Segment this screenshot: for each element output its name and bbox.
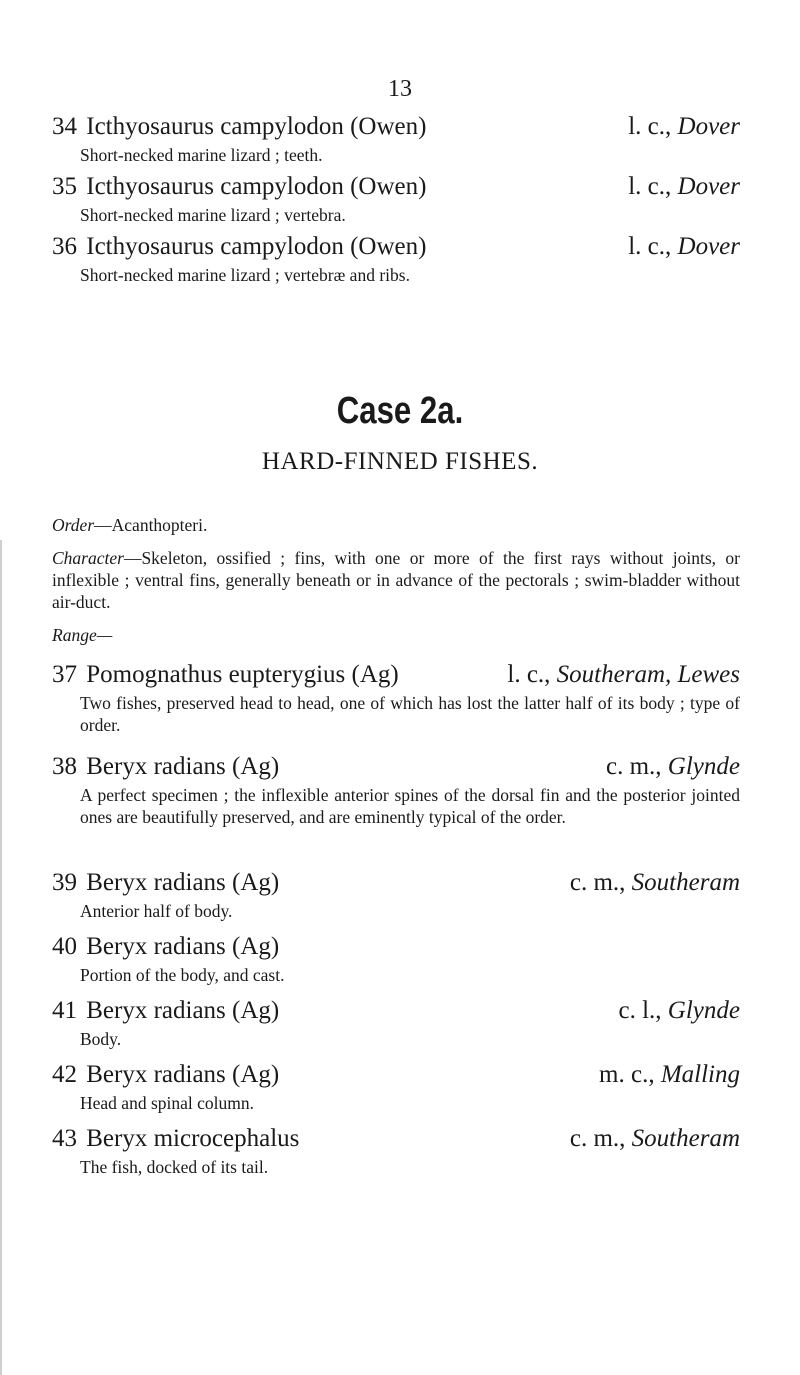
entry-description: Head and spinal column. [80, 1093, 254, 1113]
entry-number: 39 [52, 869, 77, 896]
entry-name: Icthyosaurus campylodon (Owen) [86, 173, 427, 200]
entry-description: Short-necked marine lizard ; vertebra. [80, 205, 346, 225]
entry-34 [52, 112, 740, 166]
entry-35 [52, 172, 740, 226]
entry-number: 35 [52, 173, 77, 200]
entry-number: 34 [52, 113, 77, 140]
entry-location: l. c., Dover [628, 173, 740, 200]
page-edge-shadow [0, 540, 2, 1375]
entry-number: 41 [52, 997, 77, 1024]
entry-description: Short-necked marine lizard ; vertebræ and ribs. [80, 265, 410, 285]
entry-number: 42 [52, 1061, 77, 1088]
entry-location: l. c., Dover [628, 113, 740, 140]
entry-description: A perfect specimen ; the inflexible anterior spines of the dorsal fin and the posterior jointed ones are beautifully preserved, and are eminently typical of the order. [80, 785, 740, 827]
entry-43 [52, 1124, 740, 1178]
entry-name: Icthyosaurus campylodon (Owen) [86, 113, 427, 140]
case-title: Case 2a. [336, 390, 464, 432]
entry-number: 38 [52, 753, 77, 780]
entry-36 [52, 232, 740, 286]
entry-description: Short-necked marine lizard ; teeth. [80, 145, 323, 165]
order-line: Order—Acanthopteri. [52, 515, 208, 535]
entry-name: Icthyosaurus campylodon (Owen) [86, 233, 427, 260]
entry-description: Two fishes, preserved head to head, one of which has lost the latter half of its body ; type of order. [80, 693, 740, 735]
character-paragraph: Character—Skeleton, ossified ; fins, with one or more of the first rays without joints, or inflexible ; ventral fins, generally beneath or in advance of the pectorals ; swim-bladder without air-duct. [52, 548, 740, 612]
entry-number: 36 [52, 233, 77, 260]
entry-40 [52, 932, 740, 986]
entry-location: c. m., Glynde [606, 753, 740, 780]
entry-location: c. m., Southeram [569, 1125, 740, 1152]
entry-number: 43 [52, 1125, 77, 1152]
entry-number: 37 [52, 661, 77, 688]
entry-location: l. c., Dover [628, 233, 740, 260]
entry-number: 40 [52, 933, 77, 960]
entry-name: Beryx microcephalus [86, 1125, 300, 1152]
entry-41 [52, 996, 740, 1050]
section-heading: HARD-FINNED FISHES. [261, 448, 539, 475]
entry-name: Beryx radians (Ag) [86, 1061, 280, 1088]
entry-name: Beryx radians (Ag) [86, 997, 280, 1024]
page-number: 13 [388, 76, 412, 102]
entry-38 [52, 752, 740, 828]
entry-37 [52, 660, 740, 736]
entry-description: Body. [80, 1029, 122, 1049]
entry-42 [52, 1060, 740, 1114]
entry-39 [52, 868, 740, 922]
range-line: Range— [52, 625, 113, 645]
entry-description: Anterior half of body. [80, 901, 233, 921]
entry-location: c. l., Glynde [618, 997, 740, 1024]
entry-name: Beryx radians (Ag) [86, 933, 280, 960]
entry-location: l. c., Southeram, Lewes [507, 661, 740, 688]
entry-description: The fish, docked of its tail. [80, 1157, 269, 1177]
entry-description: Portion of the body, and cast. [80, 965, 285, 985]
entry-name: Beryx radians (Ag) [86, 869, 280, 896]
entry-location: c. m., Southeram [569, 869, 740, 896]
entry-name: Beryx radians (Ag) [86, 753, 280, 780]
entry-location: m. c., Malling [599, 1061, 740, 1088]
entry-name: Pomognathus eupterygius (Ag) [86, 661, 399, 688]
